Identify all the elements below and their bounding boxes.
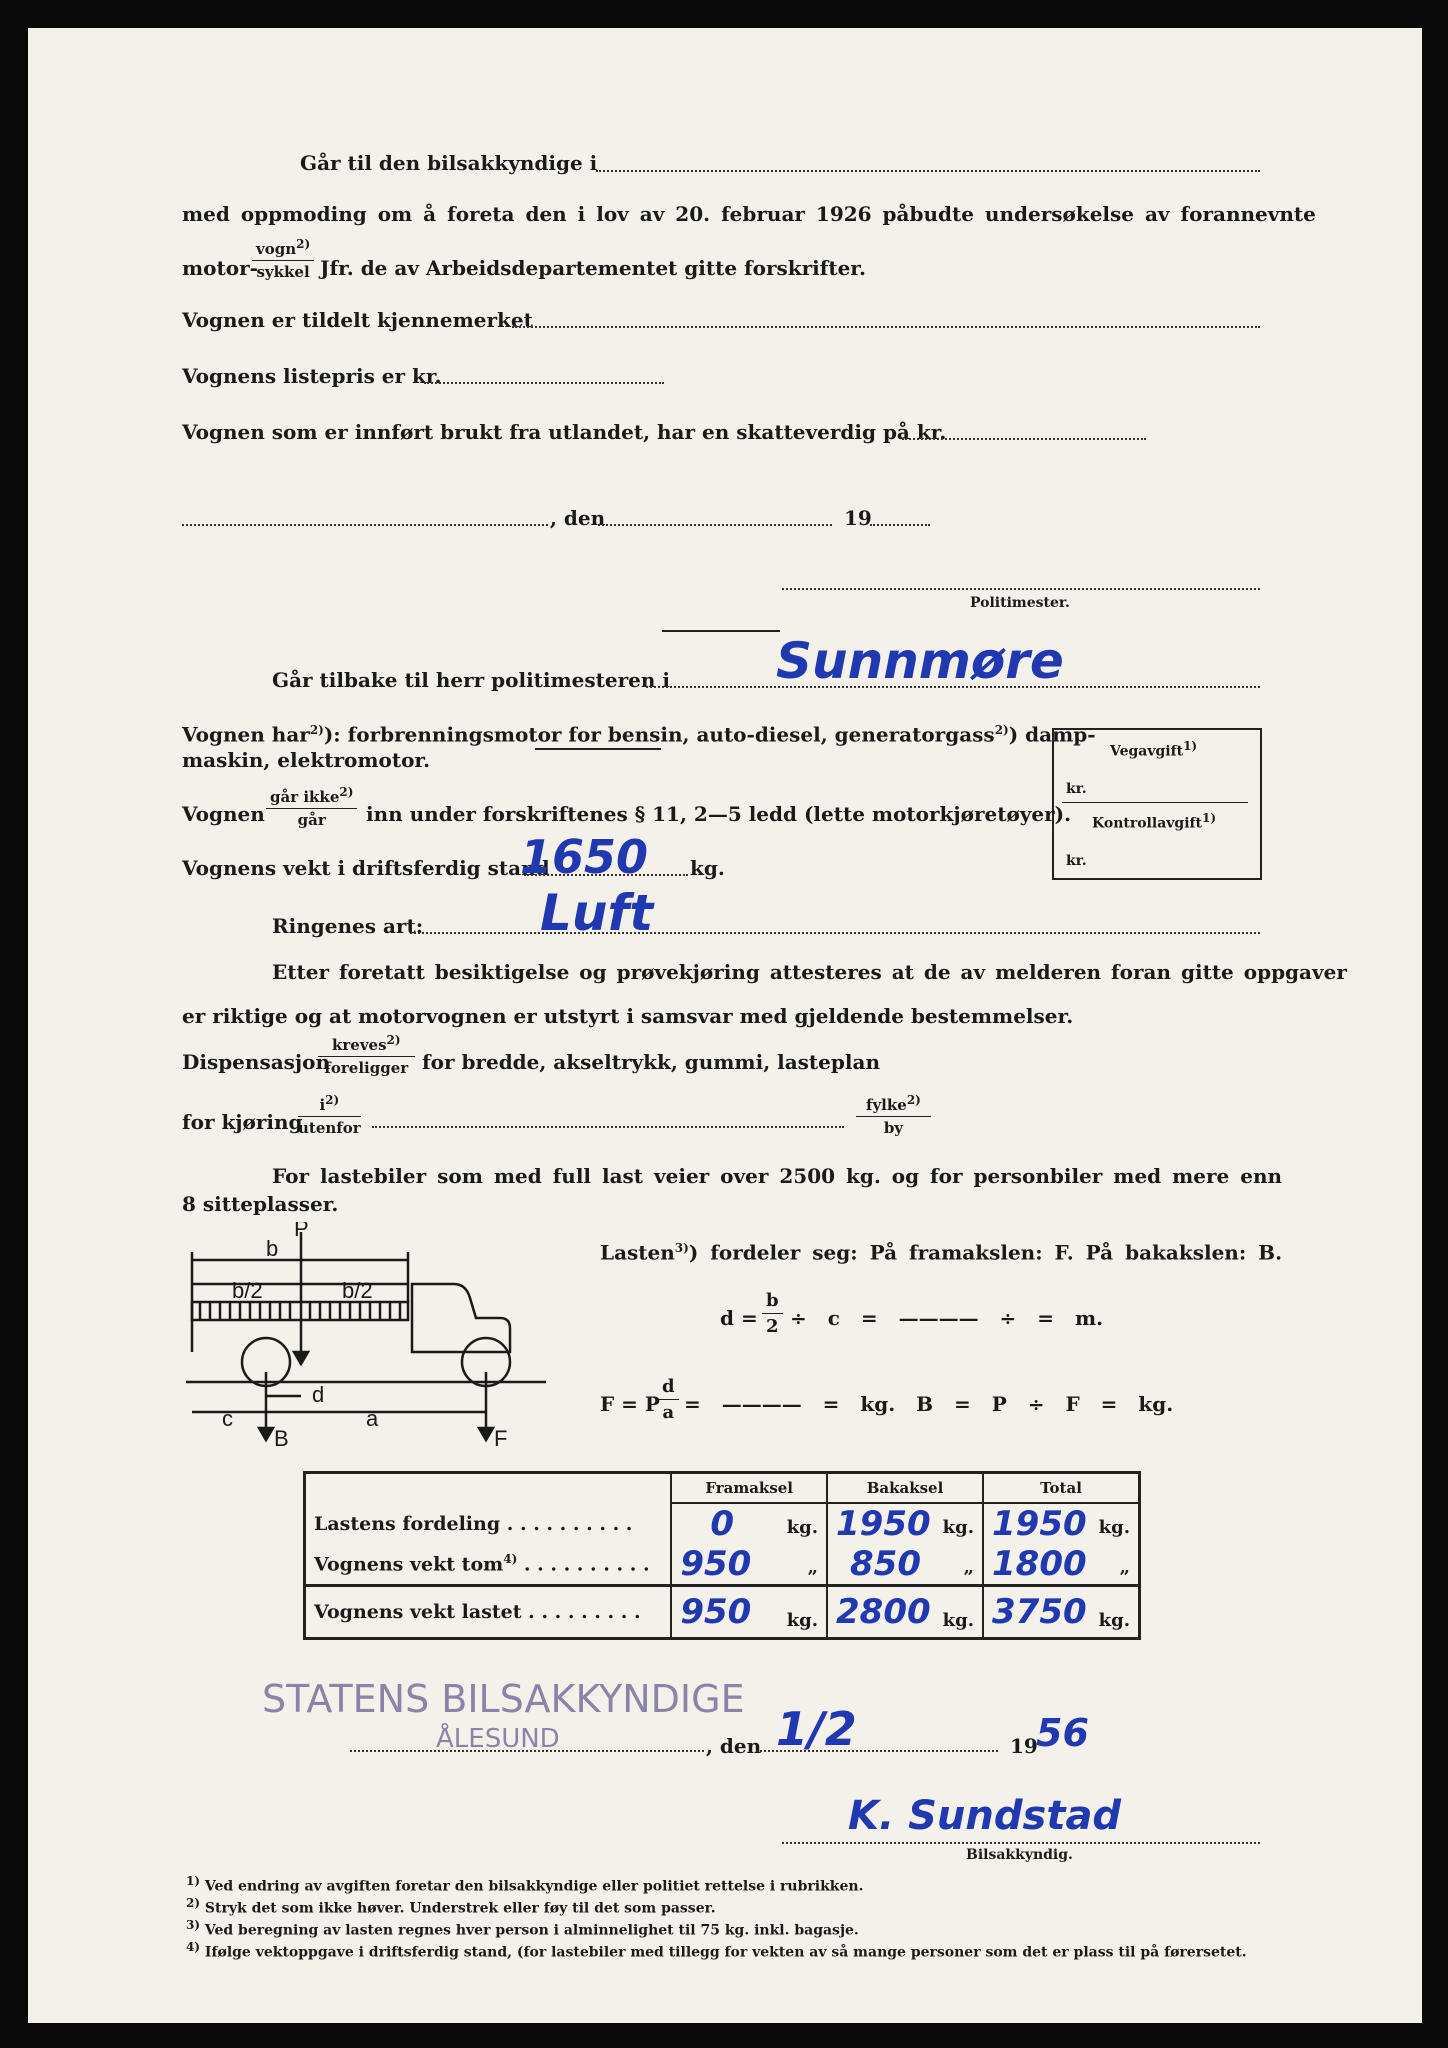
line-oppmoding: med oppmoding om å foreta den i lov av 20. februar 1926 påbudte undersøkelse av forannevnte (182, 202, 1316, 226)
line-etter2: er riktige og at motorvognen er utstyrt i samsvar med gjeldende bestemmelser. (182, 1004, 1074, 1028)
label-politimester: Politimester. (970, 595, 1070, 611)
header-framaksel: Framaksel (671, 1473, 827, 1504)
label-F: F (494, 1426, 508, 1448)
motor-suffix: Jfr. de av Arbeidsdepartementet gitte forskrifter. (320, 256, 866, 280)
label-kontrollavgift: Kontrollavgift$^{1)}$ (1092, 811, 1217, 832)
handwritten-aar: 56 (1036, 1711, 1089, 1755)
cell-value: 2800 (836, 1592, 931, 1632)
fraction-kreves: kreves$^{2)}$ foreligger (318, 1034, 415, 1076)
label-kr-kontroll: kr. (1066, 853, 1087, 869)
field-skatteverdi[interactable] (902, 438, 1146, 440)
line-vognen-har: Vognen har$^{2)}$): forbrenningsmotor for bensin, auto-diesel, generatorgass$^{2)}$) damp- (182, 722, 1096, 747)
line-lastebiler2: 8 sitteplasser. (182, 1192, 339, 1216)
line-lastebiler1: For lastebiler som med full last veier over 2500 kg. og for personbiler med mere enn (272, 1164, 1283, 1188)
field-politimester-signatur[interactable] (782, 588, 1260, 590)
formula-f: F = P (600, 1392, 660, 1416)
handwritten-signatur: K. Sundstad (848, 1793, 1122, 1839)
footnote-2: $^{2)}$ Stryk det som ikke høver. Understrek eller føy til det som passer. (186, 1896, 716, 1917)
label-listepris: Vognens listepris er kr. (182, 364, 442, 388)
header-bakaksel: Bakaksel (827, 1473, 983, 1504)
label-19: 19 (844, 506, 872, 530)
fraction-b-2: $\frac{b}{2}$ (762, 1292, 783, 1336)
formula-d-rest: ÷ c = ———— ÷ = m. (790, 1306, 1104, 1330)
handwritten-vekt: 1650 (520, 830, 649, 884)
cell-value: 1950 (836, 1504, 931, 1544)
box-divider (1062, 802, 1248, 803)
label-forskrift: inn under forskriftenes § 11, 2—5 ledd (lette motorkjøretøyer). (366, 802, 1072, 826)
line-elektromotor: maskin, elektromotor. (182, 748, 431, 772)
label-bilsakkyndig: Bilsakkyndig. (966, 1847, 1073, 1863)
table-row: Vognens vekt lastet . . . . . . . . . 950 kg. 2800 kg. 3750 kg. (305, 1586, 1140, 1639)
label-dispensasjon: Dispensasjon (182, 1050, 331, 1074)
field-ringer[interactable] (410, 932, 1260, 934)
formula-f-rest: = ———— = kg. B = P ÷ F = kg. (684, 1392, 1174, 1416)
label-b2-right: b/2 (342, 1278, 373, 1303)
truck-diagram (186, 1222, 556, 1448)
line-lasten: Lasten$^{3)}$) fordeler seg: På framakslen: F. På bakakslen: B. (600, 1240, 1283, 1265)
cell-value: 0 (710, 1504, 735, 1544)
formula-d: d = (720, 1306, 758, 1330)
fraction-fylke-by: fylke$^{2)}$ by (856, 1094, 931, 1136)
handwritten-dato: 1/2 (776, 1702, 857, 1756)
field-sted[interactable] (182, 524, 548, 526)
row-label: Vognens vekt tom$^{4)}$ . . . . . . . . . . (305, 1544, 672, 1586)
stamp-statens: STATENS BILSAKKYNDIGE (262, 1677, 745, 1721)
label-a: a (366, 1406, 379, 1431)
line-bilsakkyndige: Går til den bilsakkyndige i (300, 151, 598, 175)
label-vegavgift: Vegavgift$^{1)}$ (1110, 739, 1198, 760)
cell-value: 950 (680, 1544, 752, 1584)
arrow-head-p (294, 1352, 308, 1364)
cell-value: 1800 (992, 1544, 1087, 1584)
label-d: d (312, 1382, 325, 1407)
label-for-kjoring: for kjøring (182, 1110, 303, 1134)
footnote-1: $^{1)}$ Ved endring av avgiften foretar den bilsakkyndige eller politiet rettelse i rubrikken. (186, 1874, 864, 1895)
cell-value: 1950 (992, 1504, 1087, 1544)
handwritten-sunnmore: Sunnmøre (776, 632, 1064, 690)
label-den-2: , den (706, 1734, 762, 1758)
label-B: B (274, 1426, 289, 1448)
table-row: Vognens vekt tom$^{4)}$ . . . . . . . . . . 950 „ 850 „ 1800 „ (305, 1544, 1140, 1586)
label-p: P (294, 1222, 309, 1241)
label-for-bredde: for bredde, akseltrykk, gummi, lasteplan (422, 1050, 880, 1074)
fraction-d-a: $\frac{d}{a}$ (658, 1378, 679, 1422)
footnote-4: $^{4)}$ Ifølge vektoppgave i driftsferdig stand, (for lastebiler med tillegg for vekten av så mange personer som det er plass til på førersetet. (186, 1940, 1247, 1962)
label-tilbake: Går tilbake til herr politimesteren i (272, 668, 670, 692)
underline-bensin (535, 748, 661, 750)
field-signatur[interactable] (782, 1842, 1260, 1844)
label-b2-left: b/2 (232, 1278, 263, 1303)
footnote-3: $^{3)}$ Ved beregning av lasten regnes hver person i alminnelighet til 75 kg. inkl. bagasje. (186, 1918, 859, 1939)
row-label: Lastens fordeling . . . . . . . . . . (314, 1512, 633, 1535)
table-row: Lastens fordeling . . . . . . . . . . 0 kg. 1950 kg. 1950 kg. (305, 1503, 1140, 1544)
footnotes (186, 1874, 1266, 1963)
label-skatteverdi: Vognen som er innført brukt fra utlandet, har en skatteverdig på kr. (182, 420, 947, 444)
label-vognen: Vognen (182, 802, 265, 826)
row-label: Vognens vekt lastet . . . . . . . . . (314, 1601, 641, 1623)
label-19-2: 19 (1010, 1734, 1038, 1758)
label-b: b (266, 1236, 279, 1261)
label-ringenes: Ringenes art: (272, 914, 424, 938)
cell-value: 850 (850, 1544, 921, 1584)
handwritten-luft: Luft (540, 884, 654, 942)
field-dato[interactable] (598, 524, 832, 526)
field-kjoring[interactable] (372, 1126, 844, 1128)
arrow-head-f (479, 1428, 493, 1440)
avgift-box (1052, 728, 1262, 880)
stamp-alesund: ÅLESUND (436, 1724, 560, 1754)
label-kr-veg: kr. (1066, 781, 1087, 797)
load-table (303, 1471, 1141, 1640)
fraction-gar-ikke: går ikke$^{2)}$ går (266, 786, 357, 828)
motor-prefix: motor- (182, 256, 258, 280)
divider (662, 630, 780, 632)
line-etter1: Etter foretatt besiktigelse og prøvekjøring attesteres at de av melderen foran gitte oppgaver (272, 960, 1347, 984)
truck-cab (412, 1284, 510, 1352)
label-kg: kg. (690, 856, 725, 880)
label-vekt: Vognens vekt i driftsferdig stand (182, 856, 550, 880)
label-den: , den (550, 506, 606, 530)
cell-value: 950 (680, 1592, 752, 1632)
field-sted-bilsakkyndig[interactable] (350, 1750, 704, 1752)
label-kjennemerke: Vognen er tildelt kjennemerket (182, 308, 533, 332)
header-total: Total (983, 1473, 1140, 1504)
arrow-head-b (259, 1428, 273, 1440)
fraction-vogn-sykkel: vogn$^{2)}$ sykkel (252, 238, 314, 280)
field-bilsakkyndige[interactable] (596, 170, 1260, 172)
cell-value: 3750 (992, 1592, 1087, 1632)
field-aar[interactable] (870, 524, 930, 526)
label-c: c (222, 1406, 233, 1431)
field-kjennemerke[interactable] (512, 326, 1260, 328)
fraction-i-utenfor: $i^{2)}$ utenfor (298, 1093, 361, 1137)
field-listepris[interactable] (424, 382, 664, 384)
